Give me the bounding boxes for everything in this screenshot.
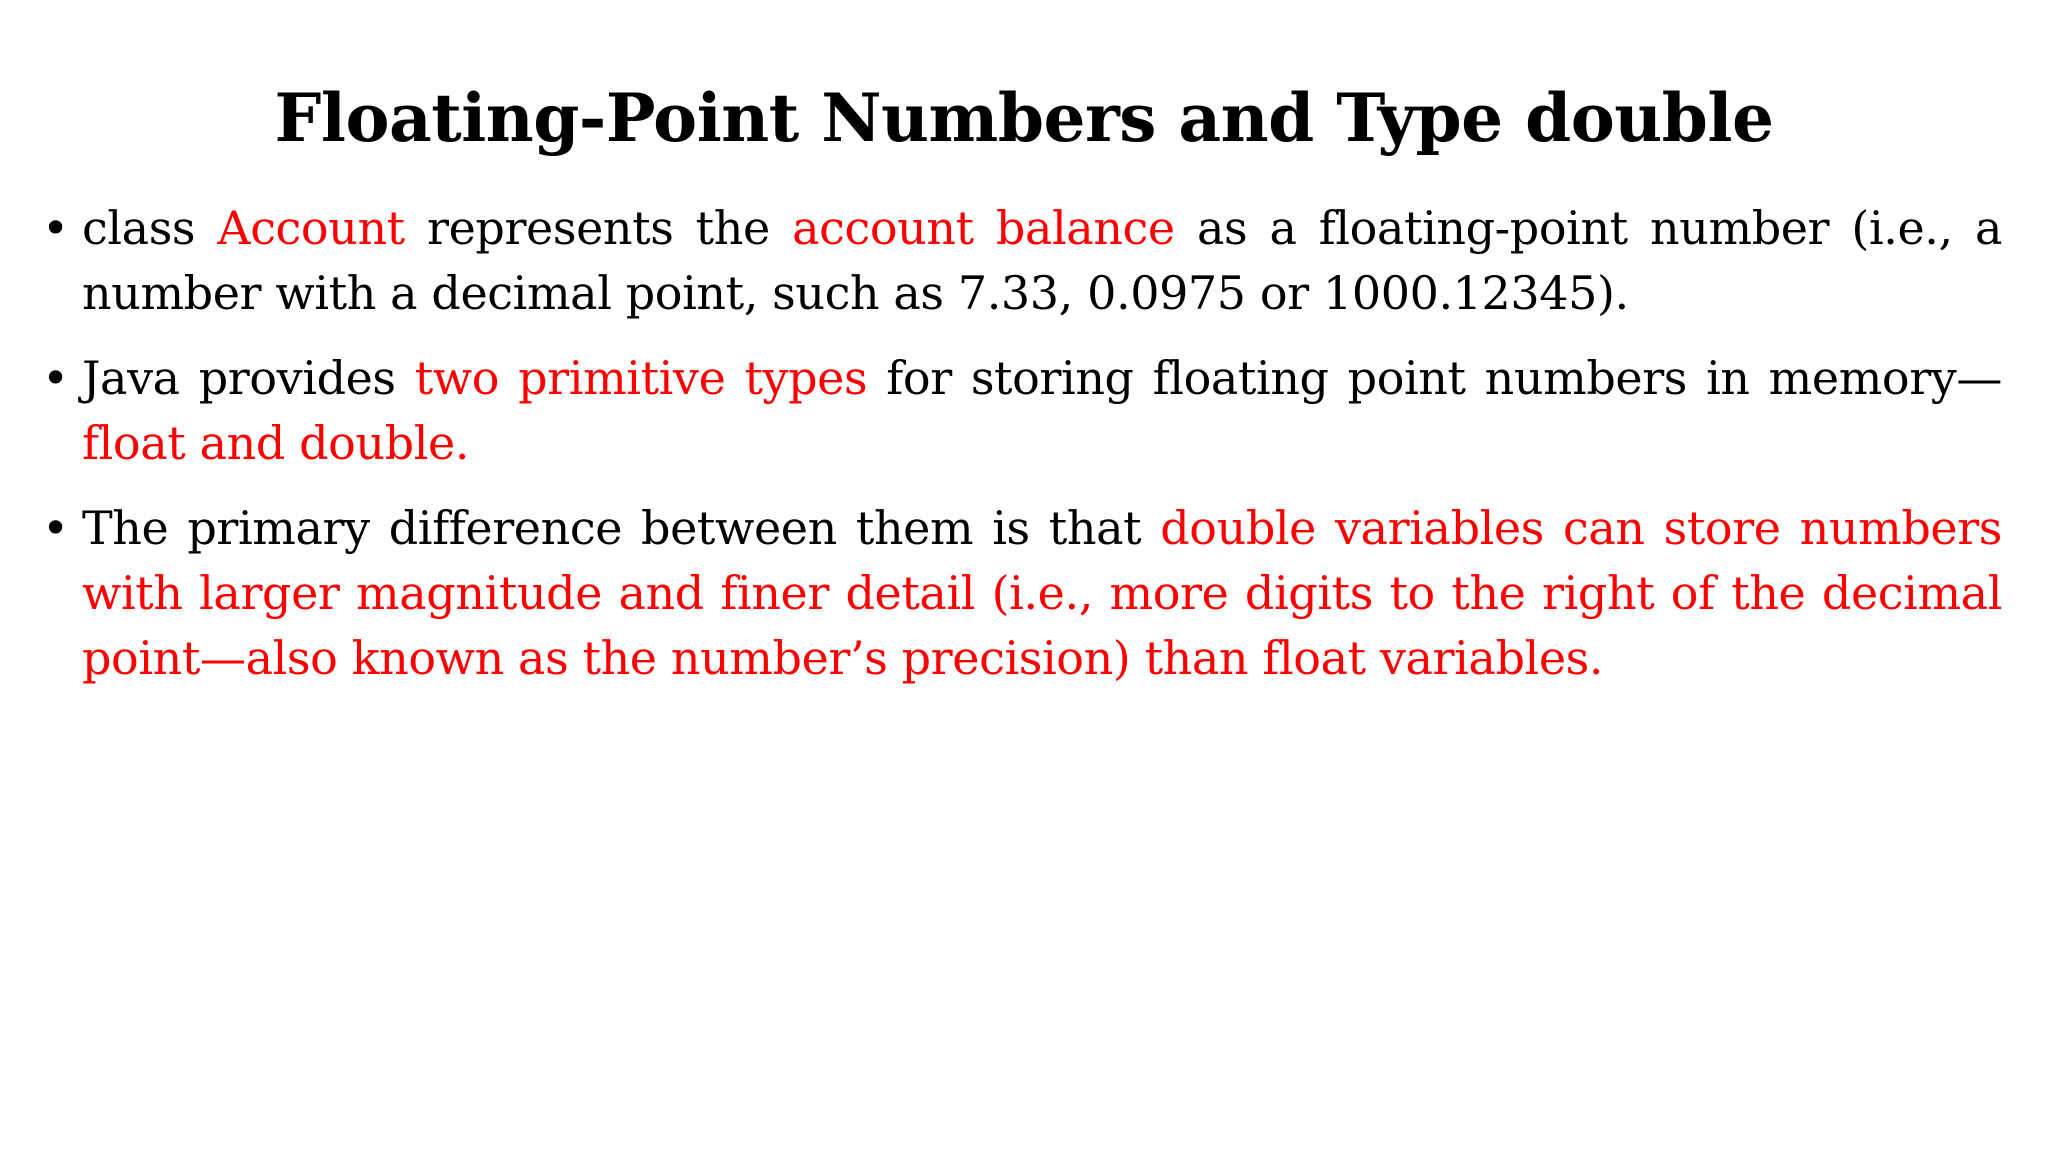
bullet-text-segment: for storing floating point numbers in memory— bbox=[867, 351, 2002, 405]
bullet-highlight-two-primitive-types: two primitive types bbox=[414, 351, 868, 405]
bullet-text-segment: Java provides bbox=[82, 351, 415, 405]
bullet-highlight-account-balance: account balance bbox=[792, 201, 1175, 255]
bullet-list bbox=[42, 196, 2003, 711]
bullet-text-segment: represents the bbox=[404, 201, 793, 255]
bullet-text-segment: The primary difference between them is that bbox=[82, 501, 1161, 555]
slide-title: Floating-Point Numbers and Type double bbox=[274, 79, 1774, 157]
bullet-highlight-float-and-double: float and double. bbox=[82, 416, 470, 470]
bullet-highlight-account: Account bbox=[217, 201, 405, 255]
bullet-text-segment: class bbox=[82, 201, 218, 255]
bullet-text-segment: as a floating-point number (i.e., a number with a decimal point, such as 7.33, 0.0975 or 1000.12345). bbox=[82, 201, 2003, 320]
bullet-highlight-double-precision: double variables can store numbers with larger magnitude and finer detail (i.e., more digits to the right of the decimal point—also known as the number’s precision) than float variables. bbox=[82, 501, 2002, 685]
bullet-item-primitive-types bbox=[42, 346, 2002, 476]
bullet-item-difference bbox=[42, 496, 2002, 691]
bullet-icon: • bbox=[42, 351, 69, 405]
bullet-icon: • bbox=[42, 201, 69, 255]
bullet-item-account bbox=[42, 196, 2003, 326]
bullet-icon: • bbox=[42, 501, 69, 555]
